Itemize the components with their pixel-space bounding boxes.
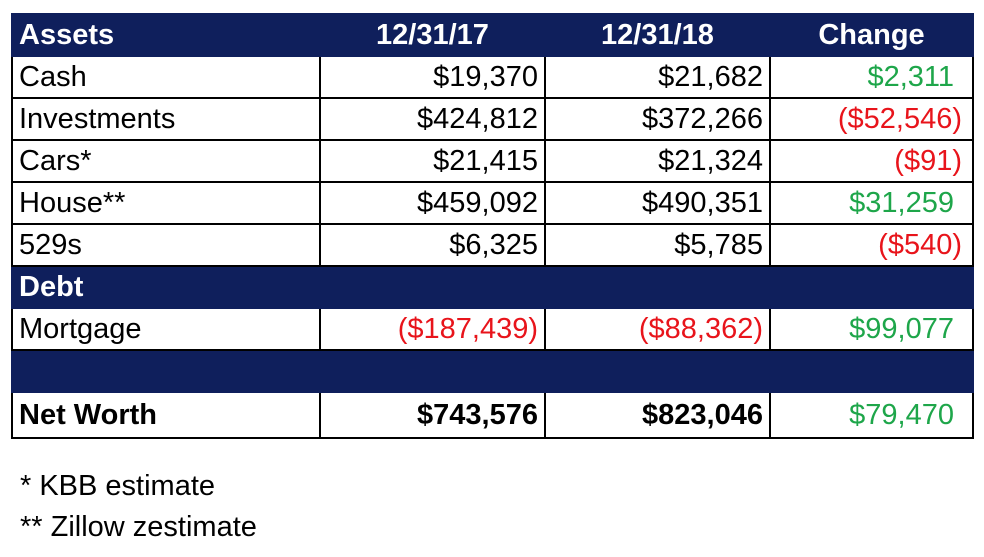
- change-value: ($91): [770, 140, 973, 182]
- change-value: $31,259: [770, 182, 973, 224]
- value-2017: $19,370: [320, 56, 545, 98]
- column-header-2018: 12/31/18: [545, 14, 770, 56]
- column-header-2017: 12/31/17: [320, 14, 545, 56]
- assets-header-row: [12, 14, 973, 56]
- table-row: [12, 140, 973, 182]
- net-worth-table: [11, 13, 974, 439]
- column-header-change: Change: [770, 14, 973, 56]
- row-label: Mortgage: [12, 308, 320, 350]
- table-row: [12, 182, 973, 224]
- value-2017: $424,812: [320, 98, 545, 140]
- net-worth-label: Net Worth: [12, 392, 320, 438]
- value-2018: $5,785: [545, 224, 770, 266]
- value-2018: $372,266: [545, 98, 770, 140]
- row-label: Cash: [12, 56, 320, 98]
- net-worth-change: $79,470: [770, 392, 973, 438]
- table-row: [12, 56, 973, 98]
- change-value: $2,311: [770, 56, 973, 98]
- net-worth-2017: $743,576: [320, 392, 545, 438]
- footnote-zillow: ** Zillow zestimate: [20, 511, 257, 543]
- table-row: [12, 98, 973, 140]
- change-value: $99,077: [770, 308, 973, 350]
- value-2018: $21,682: [545, 56, 770, 98]
- value-2018: $21,324: [545, 140, 770, 182]
- row-label: House**: [12, 182, 320, 224]
- net-worth-2018: $823,046: [545, 392, 770, 438]
- change-value: ($52,546): [770, 98, 973, 140]
- spacer-band-row: [12, 350, 973, 392]
- value-2018: ($88,362): [545, 308, 770, 350]
- net-worth-row: [12, 392, 973, 438]
- value-2017: ($187,439): [320, 308, 545, 350]
- row-label: Investments: [12, 98, 320, 140]
- value-2017: $6,325: [320, 224, 545, 266]
- value-2018: $490,351: [545, 182, 770, 224]
- debt-heading: Debt: [12, 266, 973, 308]
- table-row: [12, 224, 973, 266]
- table-row: [12, 308, 973, 350]
- row-label: Cars*: [12, 140, 320, 182]
- debt-header-row: [12, 266, 973, 308]
- assets-heading: Assets: [12, 14, 320, 56]
- footnote-kbb: * KBB estimate: [20, 470, 216, 502]
- row-label: 529s: [12, 224, 320, 266]
- footnotes: [20, 466, 257, 548]
- value-2017: $21,415: [320, 140, 545, 182]
- spacer-band: [12, 350, 973, 392]
- value-2017: $459,092: [320, 182, 545, 224]
- change-value: ($540): [770, 224, 973, 266]
